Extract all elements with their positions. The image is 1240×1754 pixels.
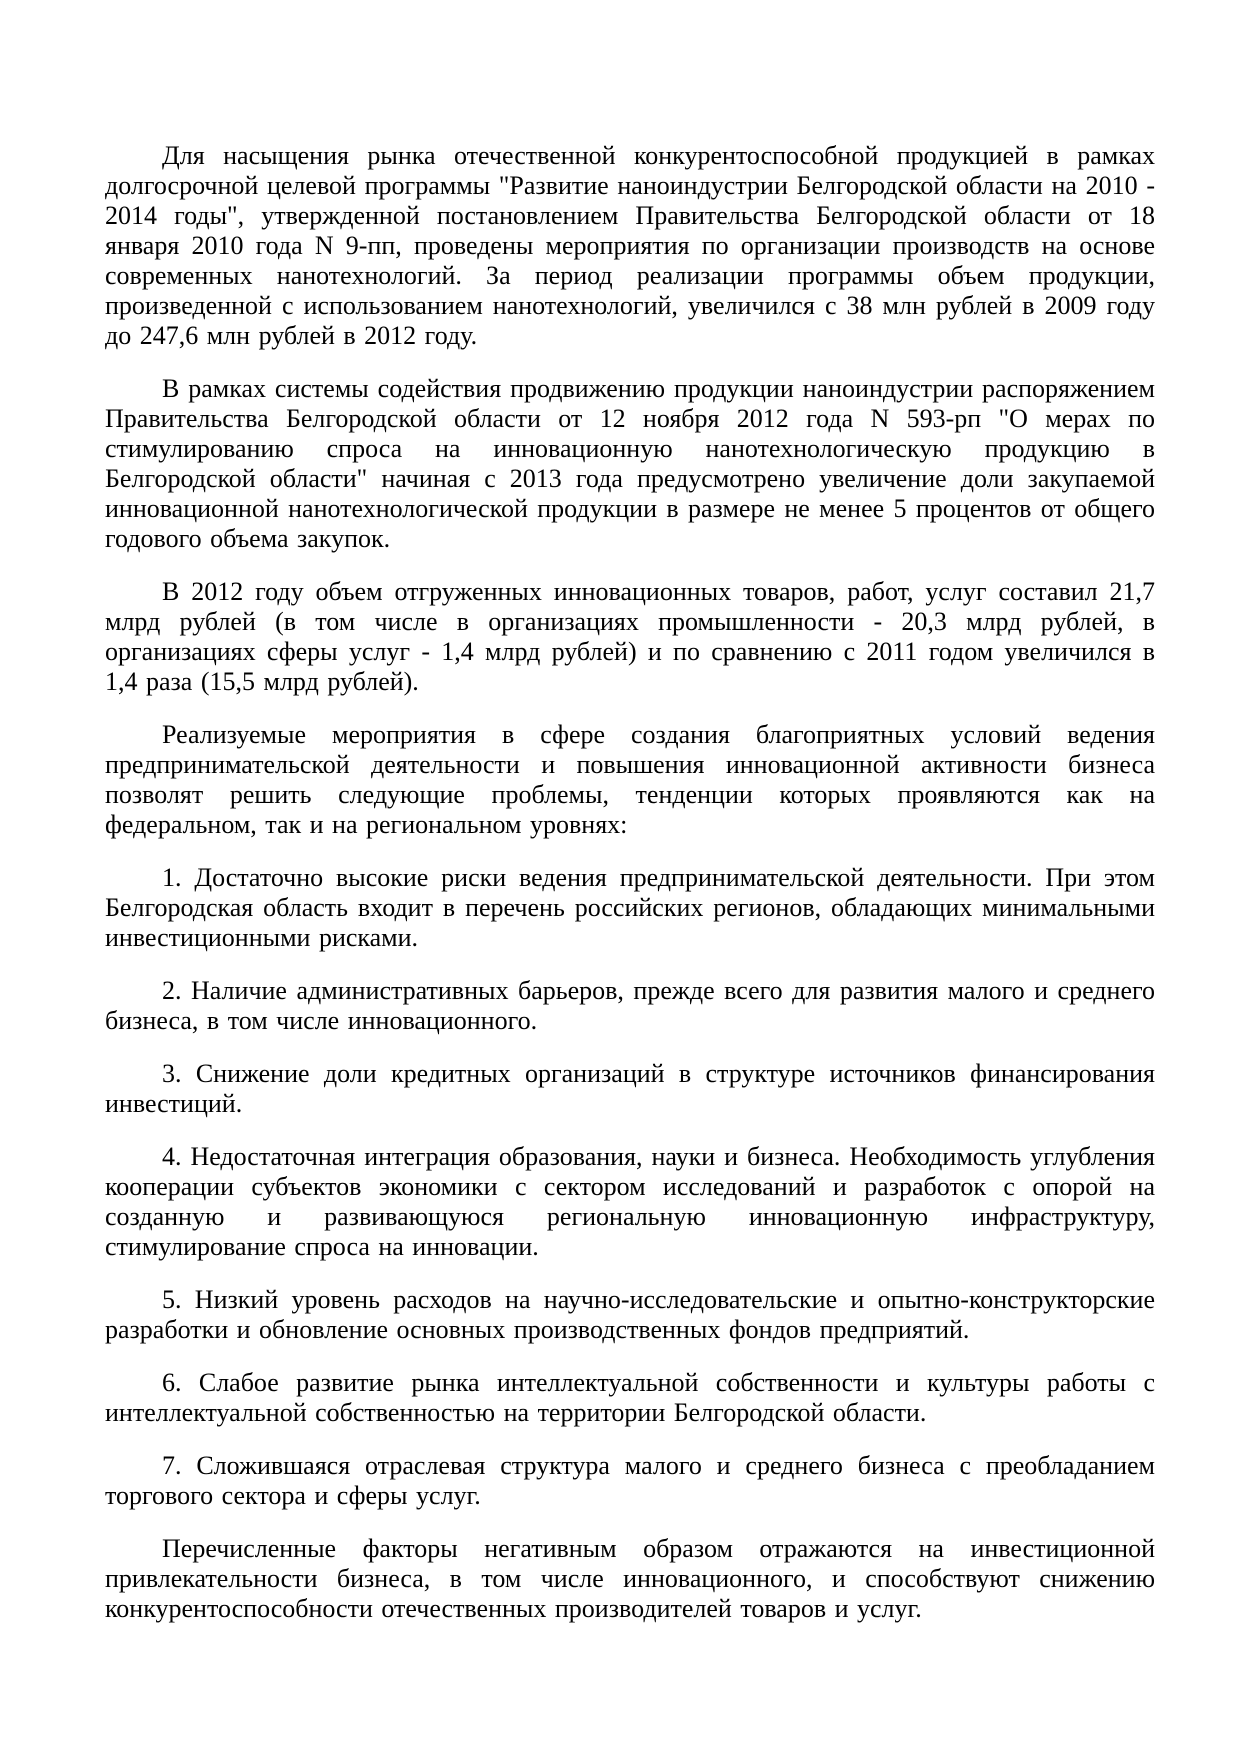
list-item-3-credit-organizations-share: 3. Снижение доли кредитных организаций в структуре источников финансирования инвестиций. [105,1059,1155,1118]
list-item-2-administrative-barriers: 2. Наличие административных барьеров, прежде всего для развития малого и среднего бизнеса, в том числе инновационного. [105,976,1155,1035]
list-item-7-sector-structure: 7. Сложившаяся отраслевая структура малого и среднего бизнеса с преобладанием торгового сектора и сферы услуг. [105,1451,1155,1510]
list-item-4-education-science-integration: 4. Недостаточная интеграция образования, науки и бизнеса. Необходимость углубления кооперации субъектов экономики с сектором исследований и разработок с опорой на созданную и развивающуюся региональную инновационную инфраструктуру, стимулирование спроса на инновации. [105,1142,1155,1261]
paragraph-promotion-system: В рамках системы содействия продвижению продукции наноиндустрии распоряжением Правительства Белгородской области от 12 ноября 2012 года N 593-рп "О мерах по стимулированию спроса на инновационную нанотехнологическую продукцию в Белгородской области" начиная с 2013 года предусмотрено увеличение доли закупаемой инновационной нанотехнологической продукции в размере не менее 5 процентов от общего годового объема закупок. [105,374,1155,553]
paragraph-intro-nanoindustry-program: Для насыщения рынка отечественной конкурентоспособной продукцией в рамках долгосрочной целевой программы "Развитие наноиндустрии Белгородской области на 2010 - 2014 годы", утвержденной постановлением Правительства Белгородской области от 18 января 2010 года N 9-пп, проведены мероприятия по организации производств на основе современных нанотехнологий. За период реализации программы объем продукции, произведенной с использованием нанотехнологий, увеличился с 38 млн рублей в 2009 году до 247,6 млн рублей в 2012 году. [105,141,1155,350]
list-item-5-low-rnd-spending: 5. Низкий уровень расходов на научно-исследовательские и опытно-конструкторские разработки и обновление основных производственных фондов предприятий. [105,1285,1155,1344]
paragraph-2012-shipment-volume: В 2012 году объем отгруженных инновационных товаров, работ, услуг составил 21,7 млрд рублей (в том числе в организациях промышленности - 20,3 млрд рублей, в организациях сферы услуг - 1,4 млрд рублей) и по сравнению с 2011 годом увеличился в 1,4 раза (15,5 млрд рублей). [105,577,1155,696]
paragraph-conclusion-negative-factors: Перечисленные факторы негативным образом отражаются на инвестиционной привлекательности бизнеса, в том числе инновационного, и способствуют снижению конкурентоспособности отечественных производителей товаров и услуг. [105,1534,1155,1623]
paragraph-problems-lead-in: Реализуемые мероприятия в сфере создания благоприятных условий ведения предпринимательской деятельности и повышения инновационной активности бизнеса позволят решить следующие проблемы, тенденции которых проявляются как на федеральном, так и на региональном уровнях: [105,720,1155,839]
list-item-1-business-risks: 1. Достаточно высокие риски ведения предпринимательской деятельности. При этом Белгородская область входит в перечень российских регионов, обладающих минимальными инвестиционными рисками. [105,863,1155,952]
list-item-6-intellectual-property-market: 6. Слабое развитие рынка интеллектуальной собственности и культуры работы с интеллектуальной собственностью на территории Белгородской области. [105,1368,1155,1427]
